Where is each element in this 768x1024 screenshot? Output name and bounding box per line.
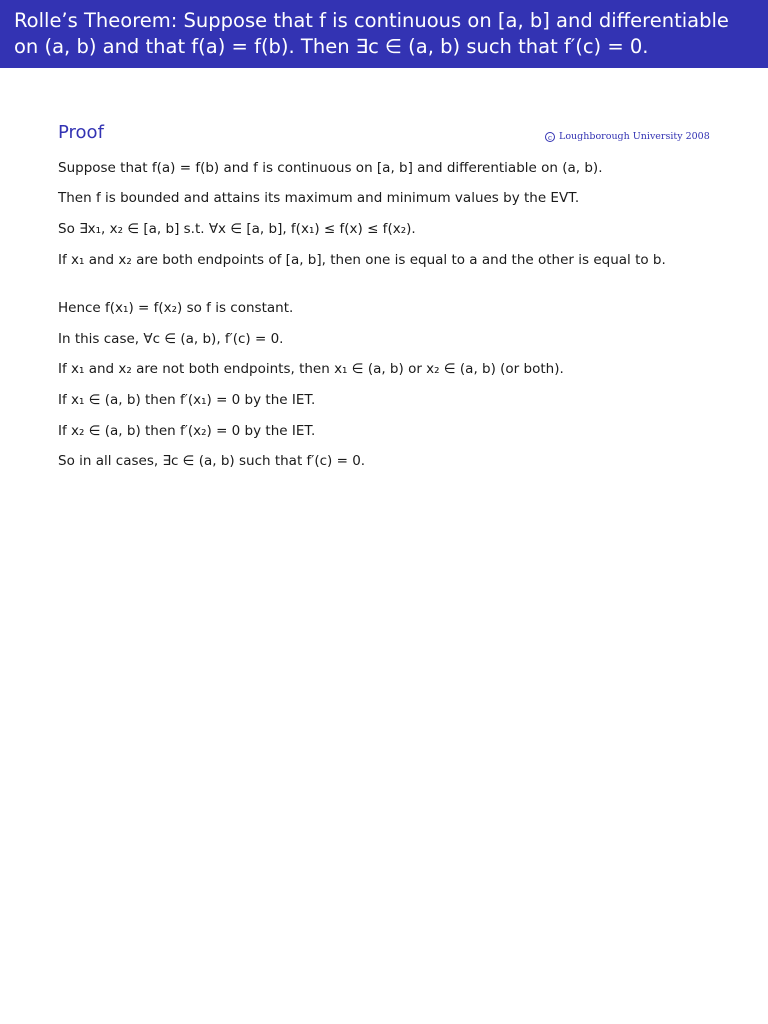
proof-line-4: If x₁ and x₂ are both endpoints of [a, b], then one is equal to a and the other is equal to b.	[58, 252, 666, 268]
slide-title-line-2: on (a, b) and that f(a) = f(b). Then ∃c ∈ (a, b) such that f′(c) = 0.	[14, 35, 649, 58]
slide-title-line-1: Rolle’s Theorem: Suppose that f is continuous on [a, b] and differentiable	[14, 9, 729, 32]
slide-title-bar	[0, 0, 768, 68]
copyright-text: Loughborough University 2008	[559, 131, 710, 142]
proof-line-8: If x₁ ∈ (a, b) then f′(x₁) = 0 by the IET.	[58, 392, 316, 408]
proof-line-9: If x₂ ∈ (a, b) then f′(x₂) = 0 by the IET.	[58, 423, 316, 439]
proof-line-7: If x₁ and x₂ are not both endpoints, then x₁ ∈ (a, b) or x₂ ∈ (a, b) (or both).	[58, 361, 564, 377]
proof-heading: Proof	[58, 122, 104, 143]
proof-line-1: Suppose that f(a) = f(b) and f is continuous on [a, b] and differentiable on (a, b).	[58, 160, 603, 176]
proof-line-3: So ∃x₁, x₂ ∈ [a, b] s.t. ∀x ∈ [a, b], f(x₁) ≤ f(x) ≤ f(x₂).	[58, 221, 416, 237]
proof-line-5: Hence f(x₁) = f(x₂) so f is constant.	[58, 300, 294, 316]
proof-line-6: In this case, ∀c ∈ (a, b), f′(c) = 0.	[58, 331, 284, 347]
proof-line-2: Then f is bounded and attains its maximum and minimum values by the EVT.	[58, 190, 580, 206]
proof-line-10: So in all cases, ∃c ∈ (a, b) such that f′(c) = 0.	[58, 453, 366, 469]
copyright-notice	[545, 131, 710, 142]
copyright-icon: c	[545, 132, 555, 142]
